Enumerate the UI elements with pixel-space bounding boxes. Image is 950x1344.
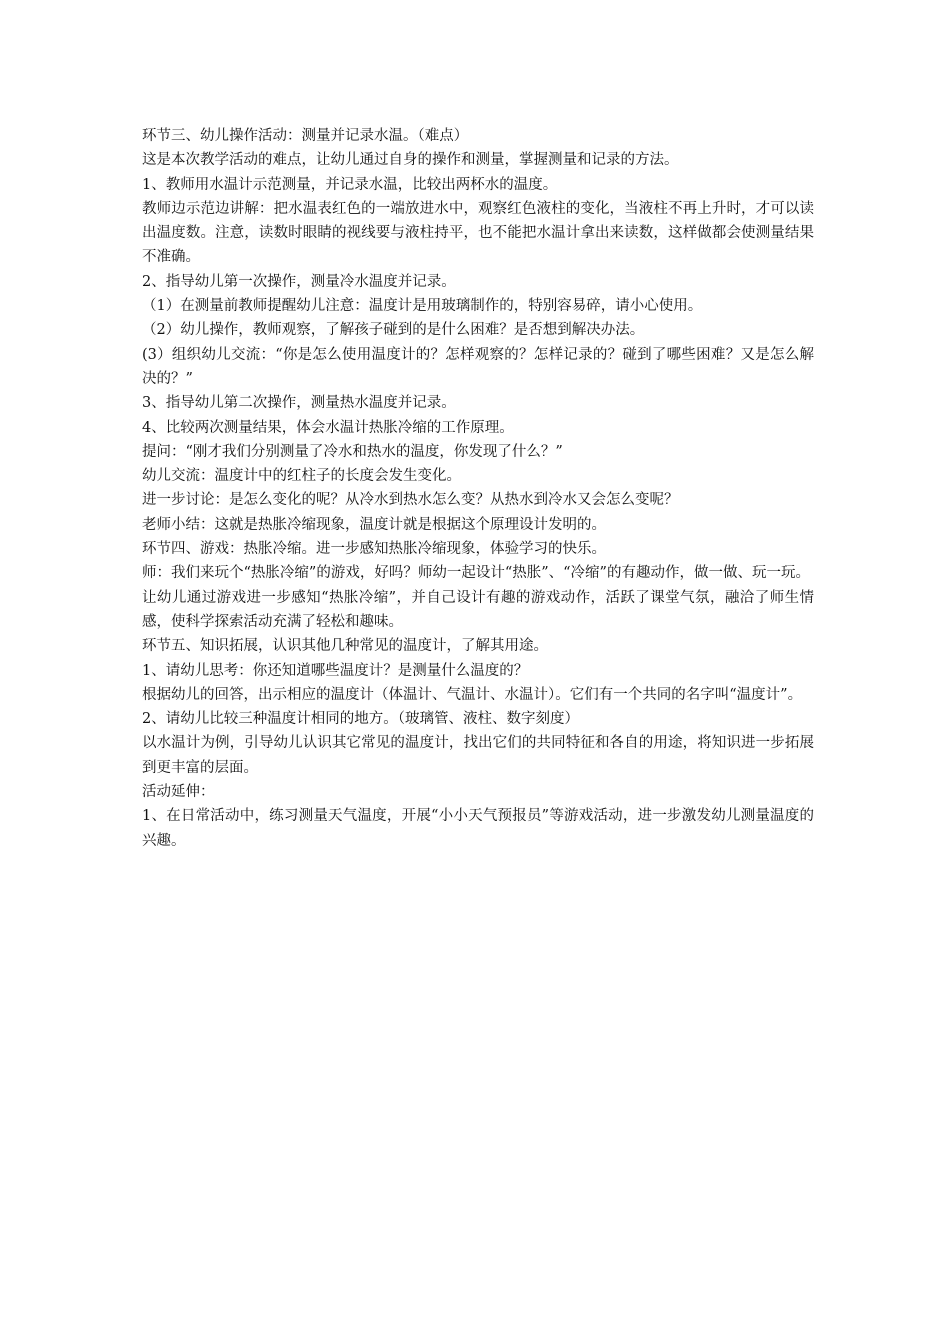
paragraph: 提问：“刚才我们分别测量了冷水和热水的温度，你发现了什么？” <box>142 443 563 460</box>
paragraph: 师：我们来玩个“热胀冷缩”的游戏，好吗？师幼一起设计“热胀”、“冷缩”的有趣动作，做一做、玩一玩。 <box>142 565 810 582</box>
section-four-heading: 环节四、游戏：热胀冷缩。进一步感知热胀冷缩现象，体验学习的快乐。 <box>142 541 606 558</box>
document-body <box>142 124 814 853</box>
paragraph: 1、请幼儿思考：你还知道哪些温度计？是测量什么温度的？ <box>142 662 529 679</box>
paragraph: 1、在日常活动中，练习测量天气温度，开展“小小天气预报员”等游戏活动，进一步激发幼儿测量温度的兴趣。 <box>142 808 814 849</box>
paragraph: 以水温计为例，引导幼儿认识其它常见的温度计，找出它们的共同特征和各自的用途，将知识进一步拓展到更丰富的层面。 <box>142 735 814 776</box>
paragraph: 根据幼儿的回答，出示相应的温度计（体温计、气温计、水温计）。它们有一个共同的名字叫“温度计”。 <box>142 686 803 703</box>
paragraph: 这是本次教学活动的难点，让幼儿通过自身的操作和测量，掌握测量和记录的方法。 <box>142 152 679 169</box>
paragraph: 进一步讨论：是怎么变化的呢？从冷水到热水怎么变？从热水到冷水又会怎么变呢？ <box>142 492 679 509</box>
paragraph: 3、指导幼儿第二次操作，测量热水温度并记录。 <box>142 395 456 412</box>
paragraph: 1、教师用水温计示范测量，并记录水温，比较出两杯水的温度。 <box>142 176 558 193</box>
paragraph: 幼儿交流：温度计中的红柱子的长度会发生变化。 <box>142 468 461 485</box>
paragraph: 老师小结：这就是热胀冷缩现象，温度计就是根据这个原理设计发明的。 <box>142 516 606 533</box>
paragraph: （2）幼儿操作，教师观察，了解孩子碰到的是什么困难？是否想到解决办法。 <box>142 322 645 339</box>
paragraph: 4、比较两次测量结果，体会水温计热胀冷缩的工作原理。 <box>142 419 514 436</box>
paragraph: 2、请幼儿比较三种温度计相同的地方。（玻璃管、液柱、数字刻度） <box>142 711 579 728</box>
paragraph: 让幼儿通过游戏进一步感知“热胀冷缩”，并自己设计有趣的游戏动作，活跃了课堂气氛，融洽了师生情感，使科学探索活动充满了轻松和趣味。 <box>142 589 814 630</box>
paragraph: 2、指导幼儿第一次操作，测量冷水温度并记录。 <box>142 273 456 290</box>
paragraph: 教师边示范边讲解：把水温表红色的一端放进水中，观察红色液柱的变化，当液柱不再上升时，才可以读出温度数。注意，读数时眼睛的视线要与液柱持平，也不能把水温计拿出来读数，这样做都会使测量结果不准确。 <box>142 200 814 266</box>
paragraph: (3）组织幼儿交流：“你是怎么使用温度计的？怎样观察的？怎样记录的？碰到了哪些困难？又是怎么解决的？” <box>142 346 814 387</box>
extension-heading: 活动延伸： <box>142 784 215 801</box>
paragraph: （1）在测量前教师提醒幼儿注意：温度计是用玻璃制作的，特别容易碎，请小心使用。 <box>142 298 703 315</box>
section-three-heading: 环节三、幼儿操作活动：测量并记录水温。（难点） <box>142 128 469 144</box>
section-five-heading: 环节五、知识拓展，认识其他几种常见的温度计，了解其用途。 <box>142 638 548 655</box>
